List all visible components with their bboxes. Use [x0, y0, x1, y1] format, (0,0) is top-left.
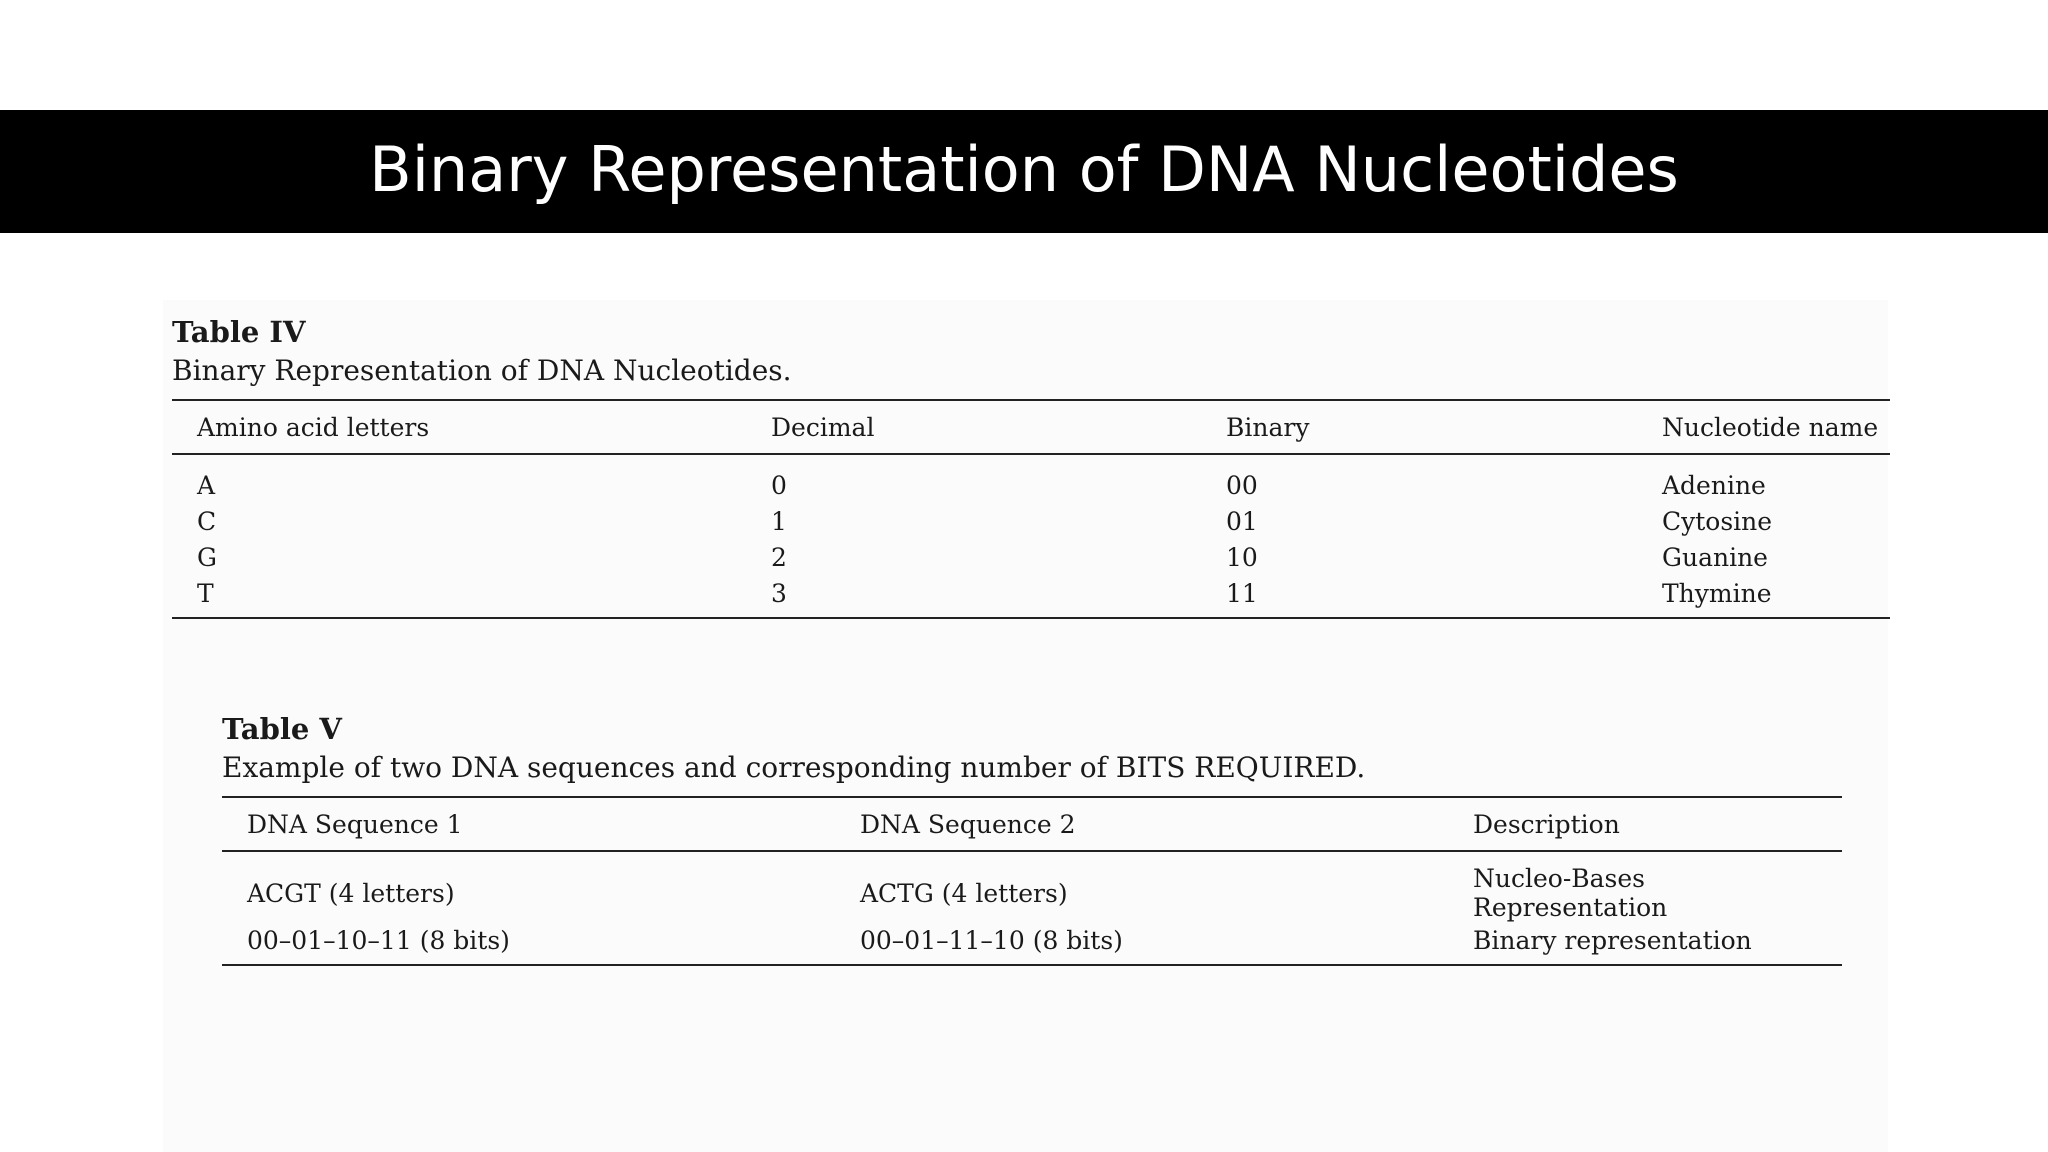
table-row: [172, 575, 1890, 618]
table-cell: Cytosine: [1662, 506, 1773, 536]
table-row: [172, 539, 1890, 575]
table-header-row: [222, 798, 1842, 851]
table-iv: [172, 401, 1890, 619]
column-header: Binary: [1226, 401, 1662, 454]
table-cell: Adenine: [1662, 470, 1766, 500]
table-cell: C: [197, 506, 217, 536]
column-header: DNA Sequence 1: [247, 798, 860, 851]
table-cell: G: [197, 542, 217, 572]
table-cell: T: [197, 578, 214, 608]
column-header: Description: [1473, 798, 1842, 851]
table-row: [172, 503, 1890, 539]
table-cell: 00–01–11–10 (8 bits): [860, 925, 1123, 955]
table-cell: 0: [771, 470, 787, 500]
table-cell: Guanine: [1662, 542, 1768, 572]
table-cell: 1: [771, 506, 787, 536]
column-header: Decimal: [771, 401, 1226, 454]
table-cell: 00–01–10–11 (8 bits): [247, 925, 510, 955]
table-cell: 11: [1226, 578, 1258, 608]
table-row: [222, 851, 1842, 922]
table-cell: 01: [1226, 506, 1258, 536]
column-header: Nucleotide name: [1662, 401, 1890, 454]
table-cell: ACTG (4 letters): [860, 878, 1068, 908]
table-v: [222, 798, 1842, 966]
table-cell: 3: [771, 578, 787, 608]
table-cell: Thymine: [1662, 578, 1772, 608]
table-cell: 00: [1226, 470, 1258, 500]
slide-title: Binary Representation of DNA Nucleotides: [369, 133, 1679, 206]
table-v-caption: Example of two DNA sequences and corresponding number of BITS REQUIRED.: [222, 751, 1366, 784]
table-row: [222, 922, 1842, 965]
column-header: Amino acid letters: [197, 401, 771, 454]
table-cell: Nucleo-Bases Representation: [1473, 864, 1668, 922]
table-row: [172, 454, 1890, 503]
table-iv-caption: Binary Representation of DNA Nucleotides.: [172, 354, 792, 387]
table-cell: ACGT (4 letters): [247, 878, 455, 908]
table-header-row: [172, 401, 1890, 454]
table-cell: 2: [771, 542, 787, 572]
table-iv-block: [172, 314, 1890, 619]
table-v-block: [222, 711, 1842, 966]
column-header: DNA Sequence 2: [860, 798, 1473, 851]
table-cell: A: [197, 470, 216, 500]
table-iv-heading: Table IV: [172, 315, 306, 349]
table-cell: Binary representation: [1473, 925, 1752, 955]
table-v-heading: Table V: [222, 712, 342, 746]
title-bar: [0, 110, 2048, 233]
table-cell: 10: [1226, 542, 1258, 572]
